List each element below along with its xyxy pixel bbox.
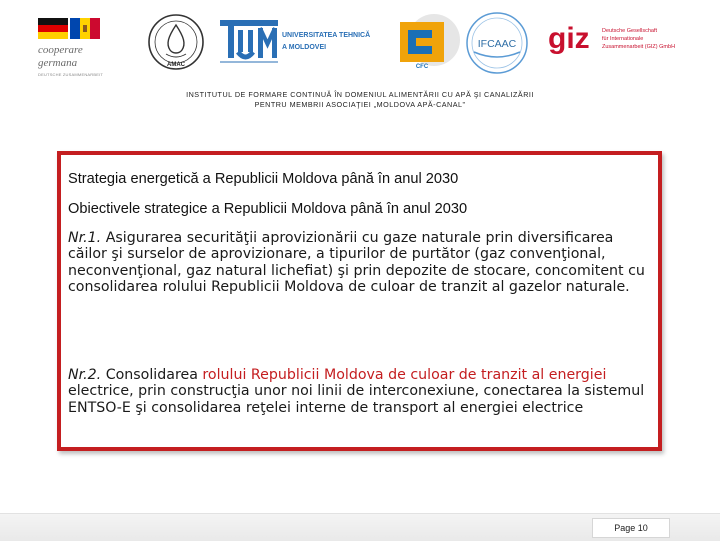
objective-1-text: Asigurarea securităţii aprovizionării cu gaze naturale prin diversificarea căilor şi surselor de aprovizionare, a tipurilor de purtător (gaz convenţional, neconvenţional, gaz natural lichefiat) şi prin depozite de stocare, concomitent cu consolidarea rolului Republicii Moldova de culoar de tranzit al gazelor naturale. — [68, 230, 645, 295]
giz-sub3: Zusammenarbeit (GIZ) GmbH — [602, 44, 676, 50]
ifcaac-label: IFCAAC — [477, 38, 517, 50]
partner-logos — [0, 0, 720, 88]
amac-logo — [146, 12, 206, 78]
germana-text: germana — [38, 57, 78, 69]
cfc-emblem-icon — [394, 12, 462, 74]
objective-2-highlight: rolului Republicii Moldova de culoar de tranzit al energiei — [202, 367, 607, 383]
giz-logo — [546, 16, 696, 76]
giz-mark-icon — [546, 16, 602, 66]
objective-2-text-after: electrice, prin construcţia unor noi linii de interconexiune, conectarea la sistemul ENTSO-E şi consolidarea reţelei interne de transport al energiei electrice — [68, 383, 645, 416]
objective-2 — [68, 367, 653, 416]
objective-2-number: Nr.2. — [68, 367, 102, 383]
page-number: Page 10 — [592, 518, 670, 538]
flags-icon — [34, 14, 122, 44]
giz-sub2: für Internationale — [602, 36, 644, 42]
objective-1-number: Nr.1. — [68, 230, 102, 246]
cfc-label: CFC — [415, 64, 429, 70]
institute-line2: PENTRU MEMBRII ASOCIAŢIEI „MOLDOVA APĂ-CANAL” — [254, 100, 466, 109]
objectives-subtitle: Obiectivele strategice a Republicii Moldova până în anul 2030 — [68, 201, 468, 217]
objective-2-text-before: Consolidarea — [101, 367, 203, 383]
giz-sub1: Deutsche Gesellschaft — [602, 28, 658, 34]
institute-line1: INSTITUTUL DE FORMARE CONTINUĂ ÎN DOMENIUL ALIMENTĂRII CU APĂ ŞI CANALIZĂRII — [186, 90, 534, 99]
institute-header — [0, 90, 720, 110]
giz-mark-text: giz — [548, 22, 590, 55]
cooperare-germana-logo — [34, 14, 122, 80]
ifcaac-emblem-icon — [462, 10, 532, 76]
ifcaac-logo — [462, 10, 532, 76]
strategy-title: Strategia energetică a Republicii Moldova până în anul 2030 — [68, 171, 459, 187]
cfc-logo — [394, 12, 462, 74]
zusammenarbeit-text: DEUTSCHE ZUSAMMENARBEIT — [38, 72, 104, 77]
utm-mark-icon — [218, 14, 280, 68]
cooperare-text: cooperare — [38, 44, 83, 56]
utm-logo — [218, 14, 388, 70]
utm-line1: UNIVERSITATEA TEHNICĂ — [282, 32, 371, 39]
utm-line2: A MOLDOVEI — [282, 44, 327, 51]
objective-1 — [68, 230, 653, 295]
amac-label: AMAC — [167, 62, 185, 68]
